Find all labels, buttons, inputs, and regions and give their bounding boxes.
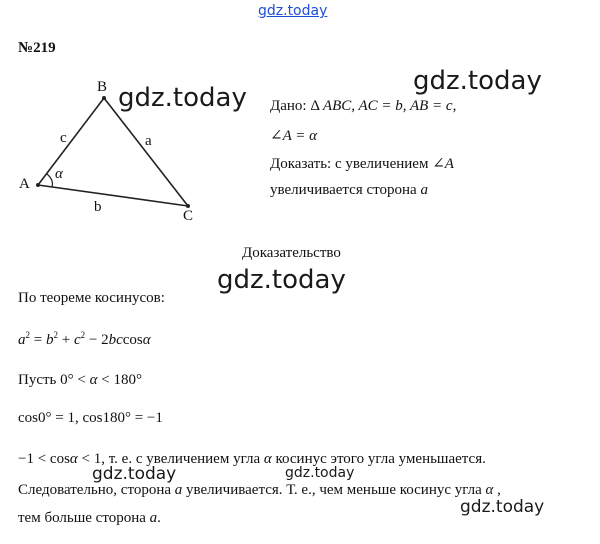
angle-alpha-label: α <box>55 166 63 182</box>
cosine-law-formula: $a^2 = b^2 + c^2 - 2bccos\alpha$ <box>18 330 151 348</box>
side-ab-line <box>38 98 104 185</box>
side-c-label: c <box>60 130 67 146</box>
side-bc-line <box>104 98 188 206</box>
side-ac-line <box>38 185 188 206</box>
watermark-6: gdz.today <box>460 497 545 517</box>
proof-line-3: Пусть 0° < α < 180° <box>18 372 142 388</box>
proof-heading: Доказательство <box>242 245 341 261</box>
vertex-b-label: B <box>97 79 108 95</box>
watermark-3: gdz.today <box>217 265 346 295</box>
prove-line-2: увеличивается сторона a <box>270 182 428 198</box>
watermark-5: gdz.today <box>285 465 355 481</box>
vertex-b-dot <box>102 96 106 100</box>
watermark-2: gdz.today <box>413 66 542 96</box>
side-b-label: b <box>94 199 102 215</box>
problem-number: №219 <box>18 40 56 56</box>
vertex-a-dot <box>36 183 40 187</box>
given-line-2: ∠A = α <box>270 128 317 144</box>
given-line-1: Дано: Δ ABC, AC = b, AB = c, <box>270 98 457 114</box>
vertex-c-label: C <box>183 208 194 224</box>
watermark-1: gdz.today <box>118 83 247 113</box>
prove-line-1: Доказать: с увеличением ∠A <box>270 156 454 172</box>
proof-line-6: Следовательно, сторона a увеличивается. Т. е., чем меньше косинус угла α , <box>18 482 501 498</box>
proof-line-1: По теореме косинусов: <box>18 290 165 306</box>
vertex-a-label: A <box>19 176 30 192</box>
watermark-4: gdz.today <box>92 464 177 484</box>
proof-line-5: −1 < cosα < 1, т. е. с увеличением угла α косинус этого угла уменьшается. <box>18 451 486 467</box>
angle-arc <box>47 174 52 187</box>
proof-line-4: cos0° = 1, cos180° = −1 <box>18 410 163 426</box>
side-a-label: a <box>145 133 152 149</box>
watermark-top-link[interactable]: gdz.today <box>258 3 328 19</box>
proof-line-7: тем больше сторона a. <box>18 510 161 526</box>
